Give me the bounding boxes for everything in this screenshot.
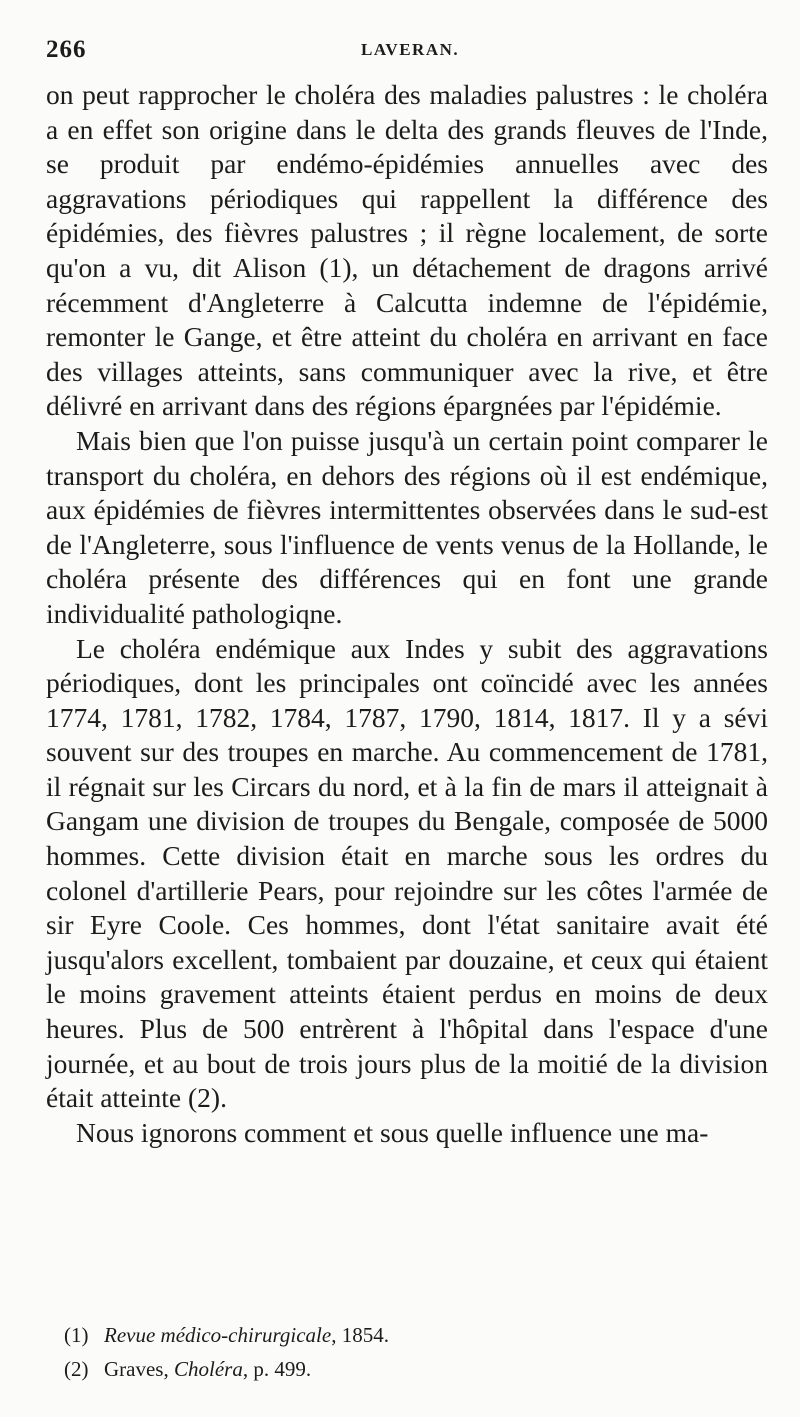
footnote-title: Choléra (173, 1357, 243, 1381)
paragraph-2: Mais bien que l'on puisse jusqu'à un certain point comparer le transport du choléra, en dehors des régions où il est endémique, aux épidémies de fièvres intermittentes observées dans le sud-est de l'Angleterre, sous l'influence de vents venus de la Hollande, le choléra présente des différences qui en font une grande individualité pathologiqne. (46, 424, 768, 629)
footnote-number: (1) (64, 1323, 89, 1347)
footnotes (64, 1318, 764, 1386)
body-text (46, 78, 768, 1150)
footnote-detail: , p. 499. (242, 1357, 312, 1381)
page-header (46, 36, 766, 72)
footnote-2 (64, 1352, 764, 1386)
footnote-detail: , 1854. (331, 1323, 389, 1347)
paragraph-4: Nous ignorons comment et sous quelle influence une ma- (76, 1116, 709, 1148)
paragraph-3: Le choléra endémique aux Indes y subit des aggravations périodiques, dont les principales ont coïncidé avec les années 1774, 1781, 1782, 1784, 1787, 1790, 1814, 1817. Il y a sévi souvent sur des troupes en marche. Au commencement de 1781, il régnait sur les Circars du nord, et à la fin de mars il atteignait à Gangam une division de troupes du Bengale, composée de 5000 hommes. Cette division était en marche sous les ordres du colonel d'artillerie Pears, pour rejoindre sur les côtes l'armée de sir Eyre Coole. Ces hommes, dont l'état sanitaire avait été jusqu'alors excellent, tombaient par douzaine, et ceux qui étaient le moins gravement atteints étaient perdus en moins de deux heures. Plus de 500 entrèrent à l'hôpital dans l'espace d'une journée, et au bout de trois jours plus de la moitié de la division était atteinte (2). (46, 632, 768, 1114)
running-head: LAVERAN. (361, 40, 460, 59)
paragraph-1: on peut rapprocher le choléra des maladies palustres : le choléra a en effet son origine dans le delta des grands fleuves de l'Inde, se produit par endémo-épidémies annuelles avec des aggravations périodiques qui rappellent la différence des épidémies, des fièvres palustres ; il règne localement, de sorte qu'on a vu, dit Alison (1), un détachement de dragons arrivé récemment d'Angleterre à Calcutta indemne de l'épidémie, remonter le Gange, et être atteint du choléra en arrivant en face des villages atteints, sans communiquer avec la rive, et être délivré en arrivant dans des régions épargnées par l'épidémie. (46, 79, 768, 422)
footnote-title: Revue médico-chirurgicale (104, 1323, 332, 1347)
footnote-author: Graves, (104, 1357, 174, 1381)
footnote-1 (64, 1318, 764, 1352)
footnote-number: (2) (64, 1357, 89, 1381)
page-number: 266 (46, 36, 87, 63)
